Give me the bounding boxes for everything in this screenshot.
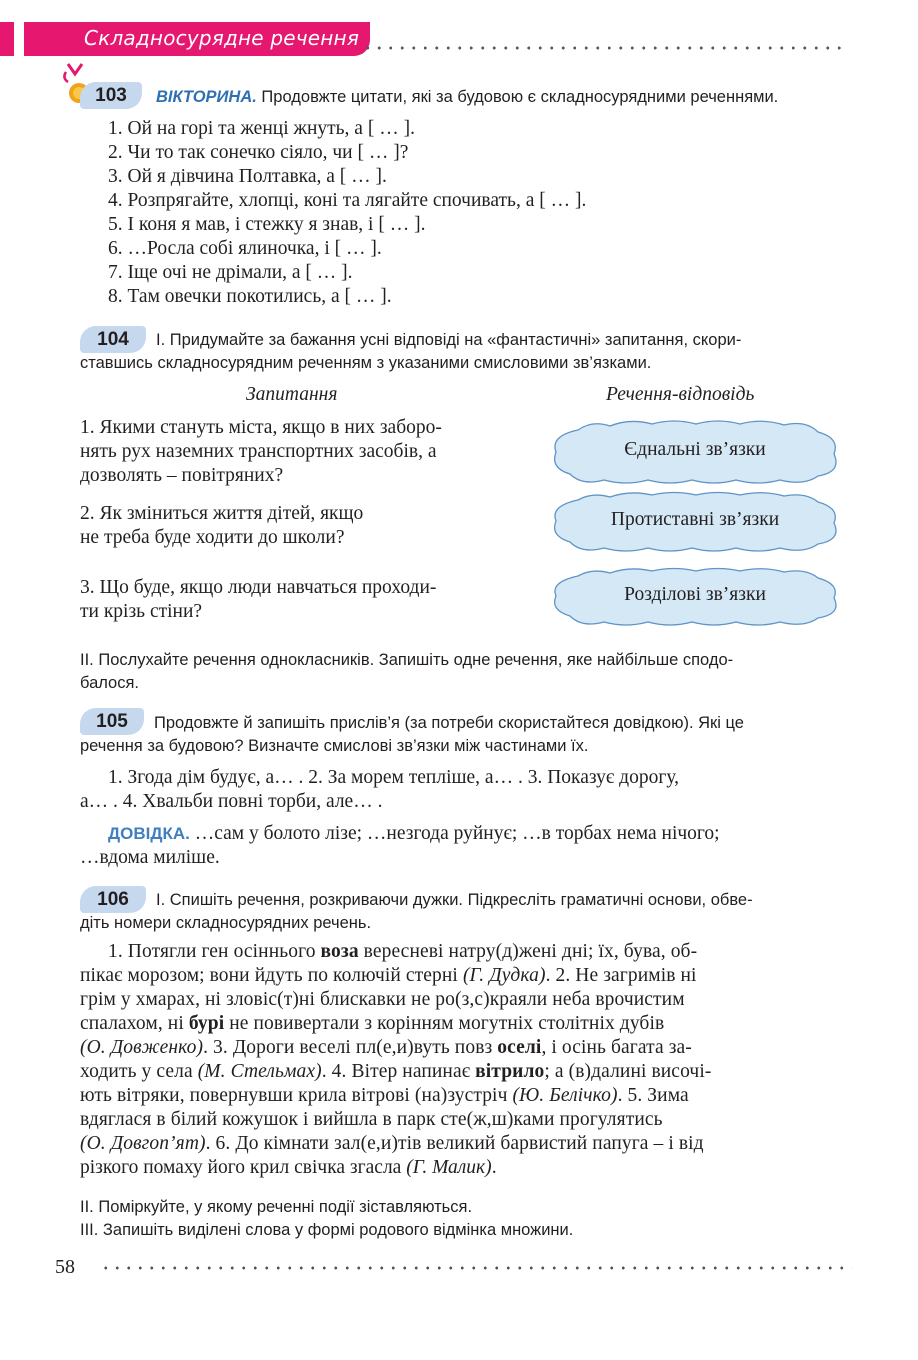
help-text-1: …сам у болото лізе; …незгода руйнує; …в торбах нема нічого; [189,823,720,844]
ex104-instruction-line1: І. Придумайте за бажання усні відповіді на «фантастичні» запитання, скори- [156,331,742,349]
ex103-item-2: 2. Чи то так сонечко сіяло, чи [ … ]? [108,142,409,163]
question-2-line2: не треба буде ходити до школи? [80,527,345,548]
ex106-part2: ІІ. Поміркуйте, у якому реченні події зіставляються. [80,1198,473,1216]
ex103-keyword: ВІКТОРИНА. [156,88,257,106]
ex106-instruction-line2: діть номери складносурядних речень. [80,914,372,932]
ex103-item-7: 7. Іще очі не дрімали, а [ … ]. [108,262,353,283]
ex103-item-8: 8. Там овечки покотились, а [ … ]. [108,286,392,307]
ex105-help-line1 [108,822,720,846]
ex106-line: 1. Потягли ген осіннього воза вересневі натру(д)жені дні; їх, бува, об- [108,941,698,962]
ex103-item-5: 5. І коня я мав, і стежку я знав, і [ … ]. [108,214,426,235]
answer-label-3: Розділові зв’язки [624,584,766,605]
ex106-line: пікає морозом; вони йдуть по колючій стерні (Г. Дудка). 2. Не загримів ні [80,965,697,986]
footer-dotted-rule [100,1266,852,1270]
exercise-number-106: 106 [80,886,146,913]
question-2-line1: 2. Як зміниться життя дітей, якщо [80,503,364,524]
ex104-instruction-line2: ставшись складносурядним реченням з указаними смисловими зв’язками. [80,354,652,372]
exercise-number-103: 103 [80,82,142,109]
ex105-proverbs-line2: а… . 4. Хвальби повні торби, але… . [80,791,383,812]
column-heading-questions: Запитання [246,384,338,405]
ex106-line: ють вітряки, повернувши крила вітрові (на)зустріч (Ю. Белічко). 5. Зима [80,1085,689,1106]
answer-label-2: Протиставні зв’язки [610,509,780,530]
question-1-line3: дозволять – повітряних? [80,465,284,486]
answer-label-1: Єднальні зв’язки [624,439,766,460]
ex106-line: спалахом, ні бурі не повивертали з корінням могутніх столітніх дубів [80,1013,665,1034]
ex106-line: (О. Довгоп’ят). 6. До кімнати зал(е,и)тів великий барвистий папуга – і від [80,1133,704,1154]
header-edge [0,22,14,56]
page-number: 58 [55,1256,75,1278]
ex106-instruction-line1: І. Спишіть речення, розкриваючи дужки. Підкресліть граматичні основи, обве- [156,891,753,909]
ex106-line: вдяглася в білий кожушок і вийшла в парк сте(ж,ш)ками прогулятись [80,1109,663,1130]
header-dotted-rule [362,46,848,50]
ex103-instruction [156,86,778,109]
ex103-instruction-text: Продовжте цитати, які за будовою є складносурядними реченнями. [256,88,779,106]
question-1-line2: нять рух наземних транспортних засобів, а [80,441,437,462]
ex105-instruction-line1: Продовжте й запишіть прислів’я (за потреби скористайтеся довідкою). Які це [154,714,744,732]
ex104-part2-line2: балося. [80,674,140,692]
ex103-item-4: 4. Розпрягайте, хлопці, коні та лягайте спочивать, а [ … ]. [108,190,587,211]
ex106-line: (О. Довженко). 3. Дороги веселі пл(е,и)вуть повз оселі, і осінь багата за- [80,1037,692,1058]
exercise-number-105: 105 [80,708,144,735]
column-heading-answers: Речення-відповідь [606,384,755,405]
ex106-line: різкого помаху його крил свічка згасла (Г. Малик). [80,1157,497,1178]
section-title: Складносурядне речення [84,26,360,50]
question-3-line2: ти крізь стіни? [80,601,203,622]
help-label: ДОВІДКА. [108,824,190,843]
ex103-item-3: 3. Ой я дівчина Полтавка, а [ … ]. [108,166,387,187]
ex105-instruction-line2: речення за будовою? Визначте смислові зв’язки між частинами їх. [80,737,589,755]
ex106-line: ходить у села (М. Стельмах). 4. Вітер напинає вітрило; а (в)далині височі- [80,1061,712,1082]
ex103-item-1: 1. Ой на горі та женці жнуть, а [ … ]. [108,118,415,139]
question-3-line1: 3. Що буде, якщо люди навчаться проходи- [80,577,437,598]
ex105-proverbs-line1: 1. Згода дім будує, а… . 2. За морем тепліше, а… . 3. Показує дорогу, [108,767,680,788]
ex105-help-line2: …вдома миліше. [80,847,220,868]
exercise-number-104: 104 [80,326,146,353]
ex106-part3: ІІІ. Запишіть виділені слова у формі родового відмінка множини. [80,1221,574,1239]
question-1-line1: 1. Якими стануть міста, якщо в них заборо- [80,417,442,438]
ex104-part2-line1: ІІ. Послухайте речення однокласників. Запишіть одне речення, яке найбільше сподо- [80,651,734,669]
ex106-line: грім у хмарах, ні зловіс(т)ні блискавки не ро(з,с)краяли неба врочистим [80,989,685,1010]
ex103-item-6: 6. …Росла собі ялиночка, і [ … ]. [108,238,382,259]
